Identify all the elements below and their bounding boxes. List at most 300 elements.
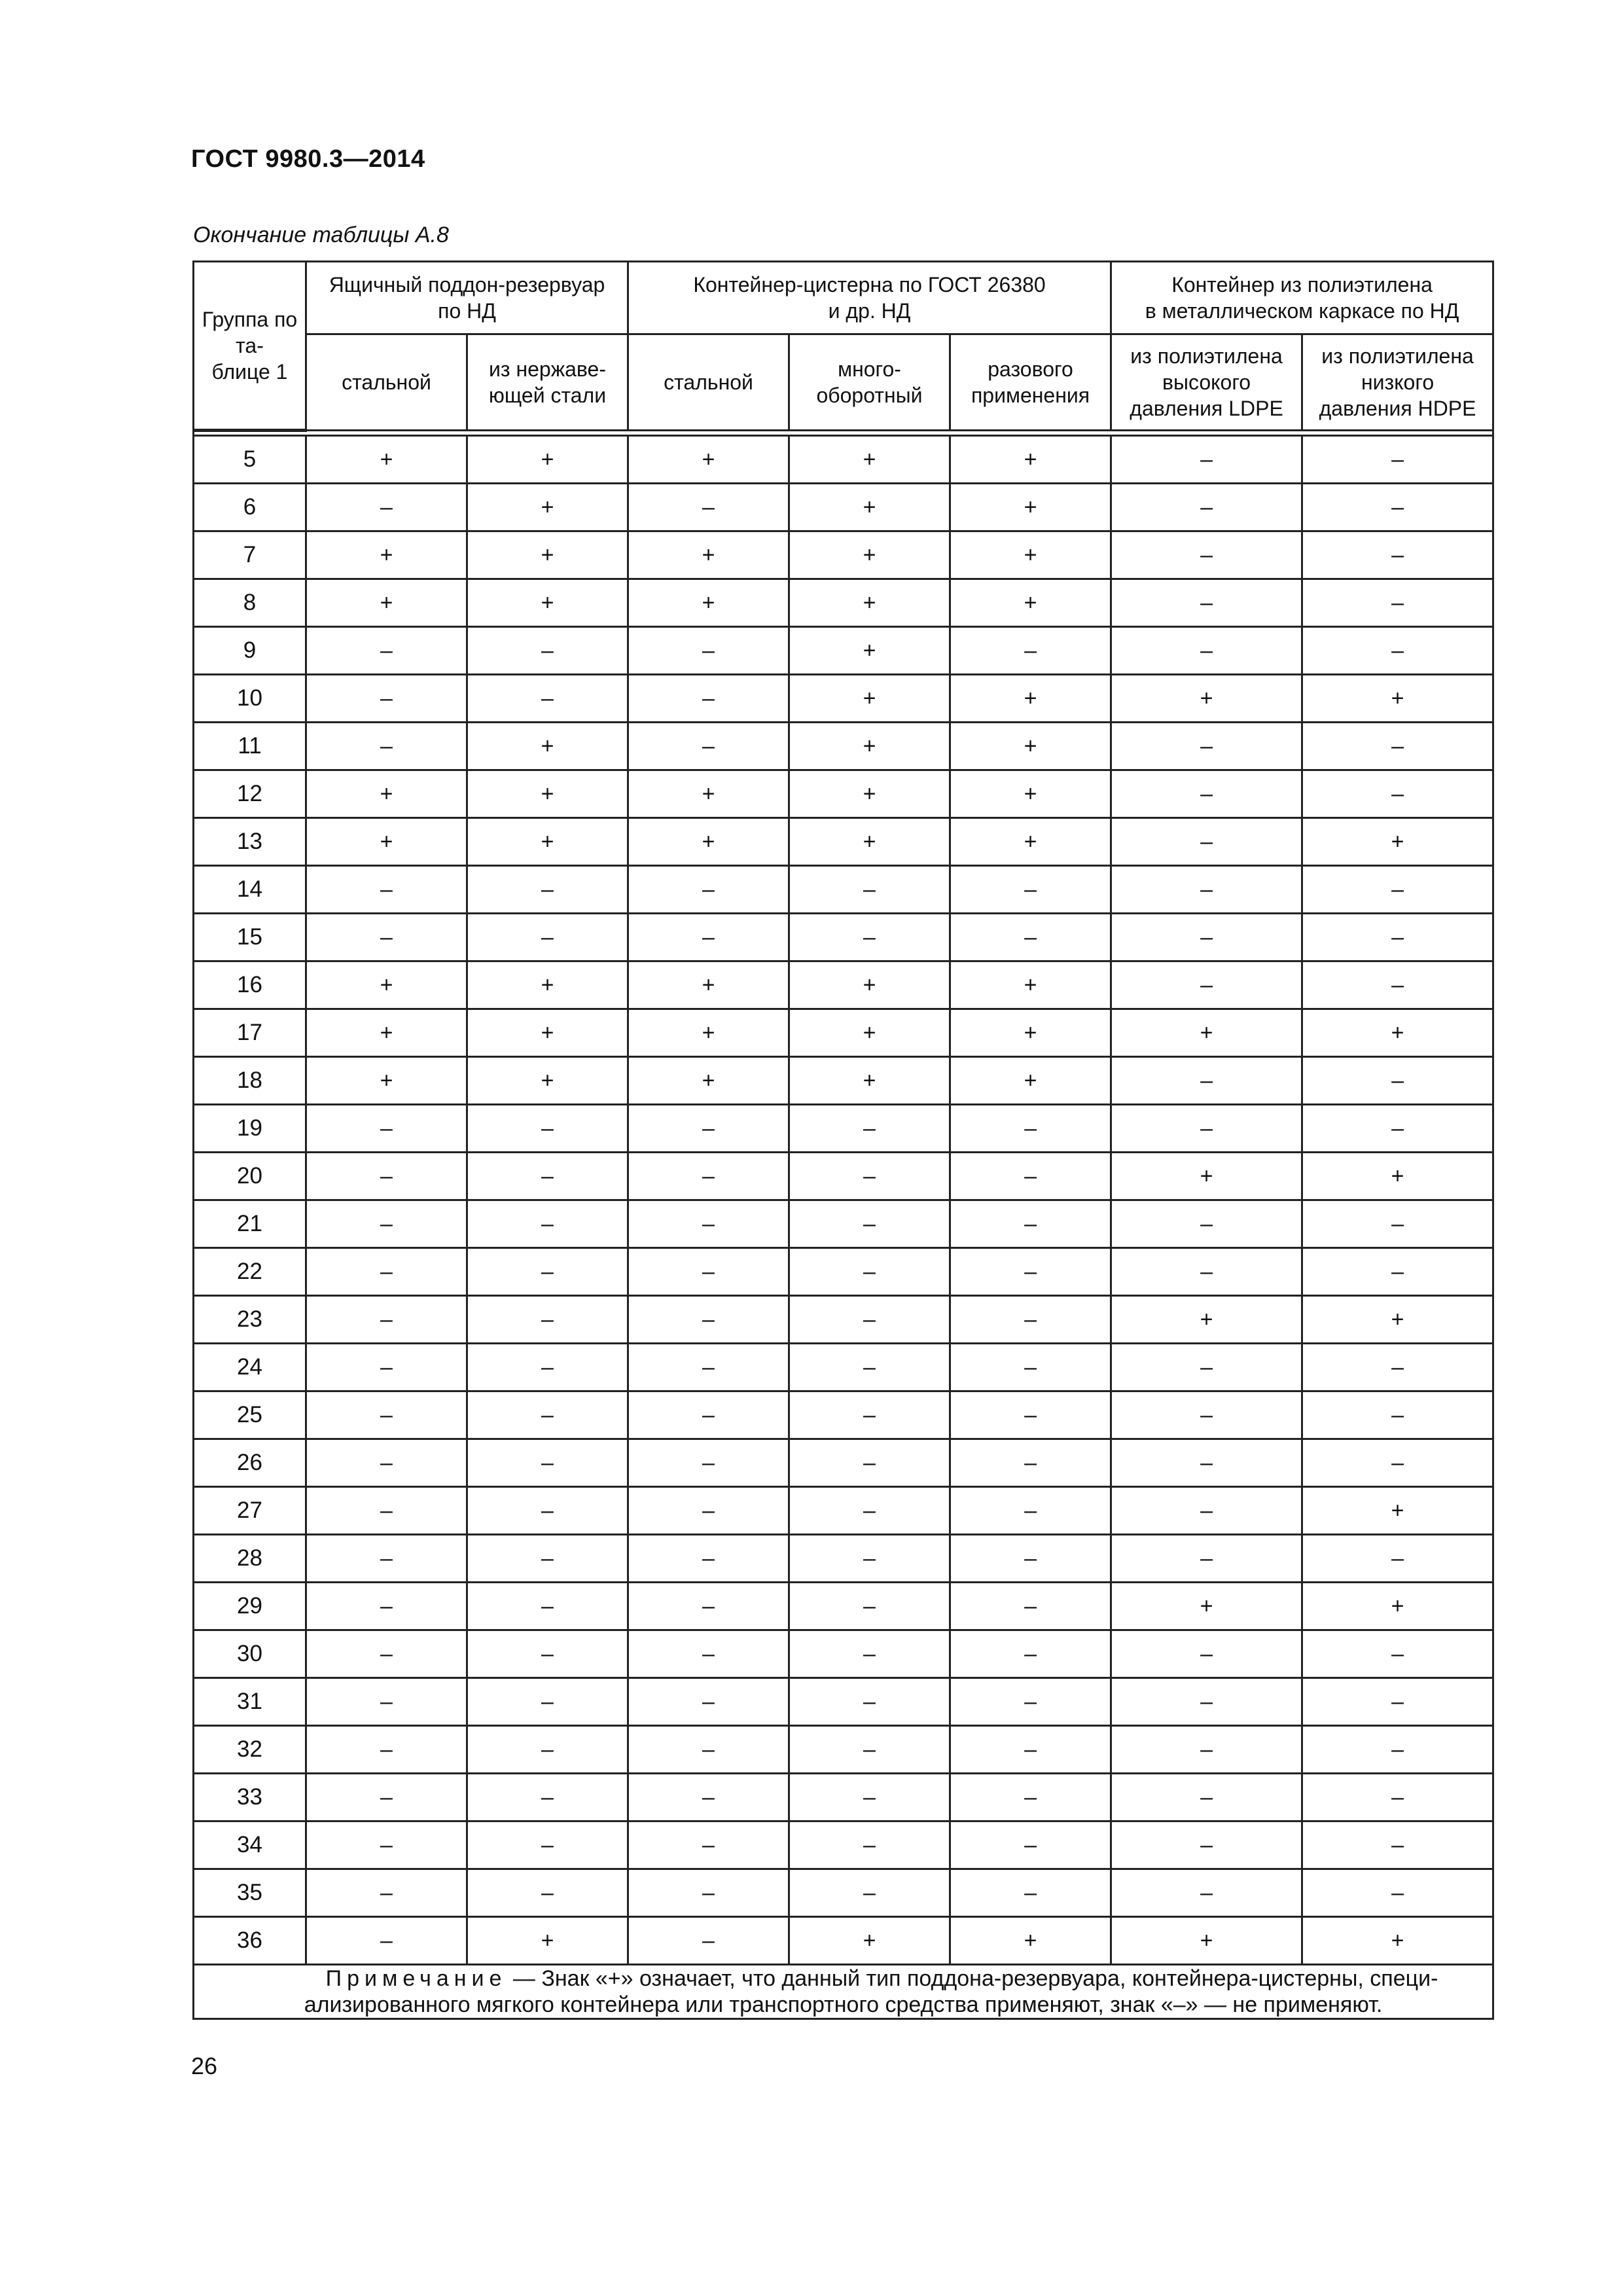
group-number-cell: 31 [194, 1678, 306, 1726]
table-cell: – [1111, 436, 1302, 484]
table-cell: + [1302, 818, 1493, 866]
table-row [194, 914, 1493, 961]
table-cell: – [950, 1487, 1111, 1535]
table-row [194, 1869, 1493, 1917]
table-cell: – [789, 1726, 950, 1774]
table-cell: – [467, 1391, 628, 1439]
table-cell: – [1302, 627, 1493, 675]
group-number-cell: 21 [194, 1200, 306, 1248]
page-number: 26 [191, 2053, 218, 2079]
table-cell: + [628, 531, 789, 579]
table-cell: – [306, 1630, 467, 1678]
table-cell: – [1111, 579, 1302, 627]
table-cell: – [467, 1535, 628, 1583]
group-number-cell: 12 [194, 770, 306, 818]
table-cell: + [950, 436, 1111, 484]
table-cell: – [950, 866, 1111, 914]
table-row [194, 1774, 1493, 1821]
table-cell: – [306, 1153, 467, 1200]
table-cell: – [789, 914, 950, 961]
table-cell: + [1302, 1583, 1493, 1630]
table-cell: + [467, 818, 628, 866]
table-cell: – [306, 1296, 467, 1344]
table-cell: – [1302, 1821, 1493, 1869]
table-cell: – [467, 1296, 628, 1344]
table-cell: – [1302, 1057, 1493, 1105]
table-cell: – [628, 1391, 789, 1439]
note-cell [194, 1965, 1493, 2019]
table-cell: – [1111, 1391, 1302, 1439]
table-cell: – [306, 1821, 467, 1869]
table-cell: + [467, 723, 628, 770]
group-number-cell: 28 [194, 1535, 306, 1583]
group-number-cell: 23 [194, 1296, 306, 1344]
column-subheader [306, 334, 467, 431]
table-row [194, 770, 1493, 818]
table-cell: – [950, 1344, 1111, 1391]
table-cell: + [789, 961, 950, 1009]
group-number-cell: 32 [194, 1726, 306, 1774]
table-cell: – [306, 1774, 467, 1821]
table-cell: – [628, 1630, 789, 1678]
table-cell: – [628, 484, 789, 531]
table-cell: – [628, 1678, 789, 1726]
table-row [194, 1917, 1493, 1965]
table-cell: – [950, 914, 1111, 961]
group-number-cell: 8 [194, 579, 306, 627]
table-cell: – [467, 1821, 628, 1869]
table-cell: – [628, 1487, 789, 1535]
table-cell: – [1111, 818, 1302, 866]
table-cell: – [950, 1726, 1111, 1774]
group-column-header-label: Группа по та- блице 1 [202, 308, 298, 384]
table-cell: – [1111, 1248, 1302, 1296]
table-cell: + [950, 484, 1111, 531]
table-cell: + [789, 1057, 950, 1105]
table-cell: – [950, 1821, 1111, 1869]
table-row [194, 484, 1493, 531]
table-cell: – [1302, 1200, 1493, 1248]
table-cell: – [950, 1678, 1111, 1726]
table-cell: + [950, 531, 1111, 579]
table-cell: – [467, 1248, 628, 1296]
table-row [194, 579, 1493, 627]
table-cell: – [467, 1344, 628, 1391]
table-cell: – [1302, 1391, 1493, 1439]
table-cell: – [1302, 1344, 1493, 1391]
table-cell: + [789, 1009, 950, 1057]
table-cell: – [1111, 723, 1302, 770]
column-subheader [1302, 334, 1493, 431]
group-number-cell: 15 [194, 914, 306, 961]
table-cell: – [1111, 866, 1302, 914]
table-cell: – [789, 1869, 950, 1917]
table-cell: – [1111, 1200, 1302, 1248]
table-row [194, 1009, 1493, 1057]
table-cell: – [306, 1487, 467, 1535]
table-row [194, 1344, 1493, 1391]
column-group-header [628, 262, 1111, 334]
table-cell: – [628, 1535, 789, 1583]
table-cell: – [628, 1344, 789, 1391]
table-cell: + [950, 675, 1111, 723]
table-cell: – [789, 1344, 950, 1391]
column-subheader-label: из нержаве- ющей стали [488, 357, 607, 407]
table-cell: – [1302, 723, 1493, 770]
table-cell: + [789, 436, 950, 484]
table-cell: – [467, 1105, 628, 1153]
group-number-cell: 17 [194, 1009, 306, 1057]
group-column-header [194, 262, 306, 431]
column-group-header-label: Контейнер из полиэтилена в металлическом каркасе по НД [1145, 273, 1459, 323]
table-cell: – [467, 1630, 628, 1678]
table-cell: – [467, 1869, 628, 1917]
table-cell: – [306, 914, 467, 961]
table-cell: + [789, 770, 950, 818]
table-row [194, 531, 1493, 579]
table-cell: – [306, 1200, 467, 1248]
table-cell: – [950, 627, 1111, 675]
table-row [194, 1535, 1493, 1583]
group-number-cell: 18 [194, 1057, 306, 1105]
table-cell: – [1302, 1439, 1493, 1487]
table-cell: + [950, 579, 1111, 627]
table-cell: – [467, 1774, 628, 1821]
table-cell: – [950, 1583, 1111, 1630]
group-number-cell: 10 [194, 675, 306, 723]
table-cell: – [1111, 1678, 1302, 1726]
table-cell: – [1302, 1726, 1493, 1774]
table-cell: – [467, 627, 628, 675]
table-cell: + [306, 770, 467, 818]
table-row [194, 1439, 1493, 1487]
group-number-cell: 16 [194, 961, 306, 1009]
table-cell: – [306, 1105, 467, 1153]
table-cell: – [1111, 1869, 1302, 1917]
table-cell: + [306, 961, 467, 1009]
table-cell: – [789, 1678, 950, 1726]
note-label: Примечание [325, 1966, 507, 1991]
table-cell: + [628, 436, 789, 484]
table-cell: – [628, 1821, 789, 1869]
table-row [194, 723, 1493, 770]
table-row [194, 1105, 1493, 1153]
table-cell: – [467, 1487, 628, 1535]
column-subheader [789, 334, 950, 431]
table-cell: – [789, 1296, 950, 1344]
table-cell: + [306, 531, 467, 579]
table-cell: – [467, 1439, 628, 1487]
table-cell: – [306, 1439, 467, 1487]
table-cell: – [306, 723, 467, 770]
table-cell: – [789, 1630, 950, 1678]
table-cell: – [950, 1774, 1111, 1821]
table-cell: – [1302, 1678, 1493, 1726]
table-cell: – [1111, 531, 1302, 579]
table-cell: + [950, 1917, 1111, 1965]
table-cell: – [950, 1869, 1111, 1917]
table-row [194, 1296, 1493, 1344]
table-cell: – [628, 627, 789, 675]
table-cell: – [1302, 1630, 1493, 1678]
table-cell: – [628, 1439, 789, 1487]
table-cell: – [1302, 1105, 1493, 1153]
table-cell: + [1111, 1583, 1302, 1630]
table-cell: – [950, 1296, 1111, 1344]
table-cell: + [789, 1917, 950, 1965]
table-cell: + [789, 818, 950, 866]
table-cell: – [1111, 1821, 1302, 1869]
table-cell: – [306, 675, 467, 723]
table-cell: + [467, 484, 628, 531]
table-cell: + [950, 818, 1111, 866]
group-number-cell: 6 [194, 484, 306, 531]
note-row [194, 1965, 1493, 2019]
table-cell: – [628, 1296, 789, 1344]
table-cell: – [1111, 1344, 1302, 1391]
table-cell: – [1111, 1630, 1302, 1678]
table-cell: + [467, 436, 628, 484]
table-cell: – [1111, 1487, 1302, 1535]
table-cell: – [306, 866, 467, 914]
column-subheader [950, 334, 1111, 431]
table-cell: – [1302, 1535, 1493, 1583]
group-number-cell: 30 [194, 1630, 306, 1678]
group-number-cell: 7 [194, 531, 306, 579]
group-number-cell: 35 [194, 1869, 306, 1917]
table-cell: – [467, 914, 628, 961]
table-cell: – [950, 1200, 1111, 1248]
group-number-cell: 20 [194, 1153, 306, 1200]
group-number-cell: 34 [194, 1821, 306, 1869]
table-cell: + [1111, 1009, 1302, 1057]
column-subheader [628, 334, 789, 431]
table-cell: – [628, 1105, 789, 1153]
table-row [194, 436, 1493, 484]
table-row [194, 1153, 1493, 1200]
table-cell: + [1111, 1153, 1302, 1200]
table-cell: – [1111, 1439, 1302, 1487]
table-cell: + [1302, 1917, 1493, 1965]
table-cell: – [628, 723, 789, 770]
table-row [194, 1487, 1493, 1535]
table-cell: + [467, 579, 628, 627]
group-number-cell: 9 [194, 627, 306, 675]
group-number-cell: 24 [194, 1344, 306, 1391]
table-cell: + [1302, 1487, 1493, 1535]
table-cell: – [628, 1248, 789, 1296]
group-number-cell: 27 [194, 1487, 306, 1535]
table-cell: – [467, 675, 628, 723]
table-cell: + [467, 1917, 628, 1965]
table-cell: – [628, 1153, 789, 1200]
table-cell: + [628, 1057, 789, 1105]
table-cell: – [1111, 1726, 1302, 1774]
table-cell: – [1111, 484, 1302, 531]
group-number-cell: 5 [194, 436, 306, 484]
table-cell: + [628, 818, 789, 866]
column-subheader-label: стальной [342, 370, 431, 394]
table-cell: – [789, 1439, 950, 1487]
table-cell: + [306, 818, 467, 866]
table-cell: – [1111, 770, 1302, 818]
table-cell: + [306, 1057, 467, 1105]
table-cell: + [950, 1057, 1111, 1105]
table-cell: + [467, 531, 628, 579]
column-subheader [467, 334, 628, 431]
table-cell: – [1111, 914, 1302, 961]
table-cell: + [1111, 675, 1302, 723]
table-cell: – [950, 1105, 1111, 1153]
column-group-header [1111, 262, 1493, 334]
table-row [194, 1200, 1493, 1248]
table-cell: – [950, 1630, 1111, 1678]
table-cell: + [950, 723, 1111, 770]
table-cell: – [789, 1105, 950, 1153]
group-number-cell: 25 [194, 1391, 306, 1439]
table-cell: – [1111, 961, 1302, 1009]
table-cell: – [1111, 1105, 1302, 1153]
table-cell: – [306, 1248, 467, 1296]
table-row [194, 1583, 1493, 1630]
table-cell: – [1111, 1535, 1302, 1583]
table-cell: – [306, 1869, 467, 1917]
table-cell: – [628, 1726, 789, 1774]
table-cell: + [789, 627, 950, 675]
table-cell: + [467, 961, 628, 1009]
table-row [194, 1630, 1493, 1678]
table-cell: – [950, 1153, 1111, 1200]
table-row [194, 627, 1493, 675]
column-subheader-label: из полиэтилена низкого давления HDPE [1319, 344, 1476, 420]
table-cell: – [1111, 1057, 1302, 1105]
table-cell: + [789, 675, 950, 723]
column-subheader-label: много- оборотный [816, 357, 923, 407]
table-cell: – [789, 1487, 950, 1535]
table-cell: – [306, 627, 467, 675]
table-cell: – [1302, 914, 1493, 961]
table-cell: + [950, 961, 1111, 1009]
column-subheader-label: из полиэтилена высокого давления LDPE [1130, 344, 1283, 420]
table-cell: + [789, 531, 950, 579]
group-number-cell: 19 [194, 1105, 306, 1153]
compatibility-table [192, 260, 1494, 2020]
table-cell: + [1111, 1917, 1302, 1965]
table-cell: + [1302, 675, 1493, 723]
table-cell: – [628, 914, 789, 961]
table-cell: – [789, 1774, 950, 1821]
table-cell: + [467, 1057, 628, 1105]
table-cell: – [628, 1869, 789, 1917]
column-subheader-label: разового применения [971, 357, 1090, 407]
table-cell: – [306, 1583, 467, 1630]
group-number-cell: 14 [194, 866, 306, 914]
table-cell: – [467, 1200, 628, 1248]
table-cell: – [628, 1583, 789, 1630]
table-row [194, 1678, 1493, 1726]
table-caption: Окончание таблицы А.8 [193, 223, 449, 247]
table-cell: – [467, 1153, 628, 1200]
table-cell: + [950, 770, 1111, 818]
table-cell: – [789, 1535, 950, 1583]
table-cell: – [467, 1678, 628, 1726]
column-group-header [306, 262, 628, 334]
table-cell: – [1302, 961, 1493, 1009]
table-row [194, 818, 1493, 866]
table-row [194, 1057, 1493, 1105]
header-separator [194, 431, 1493, 436]
table-cell: + [1302, 1009, 1493, 1057]
table-cell: – [306, 1344, 467, 1391]
table-cell: – [1302, 484, 1493, 531]
table-cell: + [628, 770, 789, 818]
table-cell: – [306, 1917, 467, 1965]
table-cell: – [467, 1583, 628, 1630]
table-cell: – [1302, 531, 1493, 579]
table-cell: – [467, 866, 628, 914]
column-group-header-label: Контейнер-цистерна по ГОСТ 26380 и др. НД [693, 273, 1046, 323]
table-cell: – [789, 1391, 950, 1439]
table-cell: – [1302, 436, 1493, 484]
table-cell: – [789, 1821, 950, 1869]
table-row [194, 866, 1493, 914]
table-cell: + [789, 579, 950, 627]
table-cell: + [789, 484, 950, 531]
group-number-cell: 22 [194, 1248, 306, 1296]
table-row [194, 675, 1493, 723]
table-cell: + [467, 1009, 628, 1057]
table-cell: – [1302, 1248, 1493, 1296]
table-cell: – [950, 1248, 1111, 1296]
table-cell: – [1111, 1774, 1302, 1821]
table-cell: + [628, 579, 789, 627]
table-cell: + [306, 579, 467, 627]
table-cell: – [306, 1726, 467, 1774]
table-cell: – [789, 1583, 950, 1630]
table-cell: – [306, 1535, 467, 1583]
table-cell: – [789, 866, 950, 914]
table-cell: + [628, 1009, 789, 1057]
note-text: — Знак «+» означает, что данный тип поддона-резервуара, контейнера-цистерны, специ- ализированного мягкого контейнера или транспортного средства применяют, знак «–» — не применяют. [304, 1966, 1438, 2017]
table-cell: + [789, 723, 950, 770]
table-cell: – [1302, 866, 1493, 914]
table-cell: – [1302, 579, 1493, 627]
table-cell: + [1302, 1296, 1493, 1344]
table-cell: – [628, 1774, 789, 1821]
table-cell: – [1302, 1774, 1493, 1821]
table-cell: – [1111, 627, 1302, 675]
table-cell: + [306, 436, 467, 484]
table-cell: – [950, 1439, 1111, 1487]
column-subheader [1111, 334, 1302, 431]
table-row [194, 1391, 1493, 1439]
table-cell: – [628, 866, 789, 914]
group-number-cell: 29 [194, 1583, 306, 1630]
table-cell: – [306, 1678, 467, 1726]
table-cell: + [950, 1009, 1111, 1057]
table-cell: – [628, 675, 789, 723]
table-cell: – [1302, 770, 1493, 818]
table-cell: – [628, 1917, 789, 1965]
group-number-cell: 13 [194, 818, 306, 866]
table-cell: – [467, 1726, 628, 1774]
group-number-cell: 36 [194, 1917, 306, 1965]
table-cell: – [950, 1391, 1111, 1439]
table-row [194, 1821, 1493, 1869]
table-cell: – [306, 484, 467, 531]
table-cell: – [789, 1153, 950, 1200]
group-number-cell: 26 [194, 1439, 306, 1487]
